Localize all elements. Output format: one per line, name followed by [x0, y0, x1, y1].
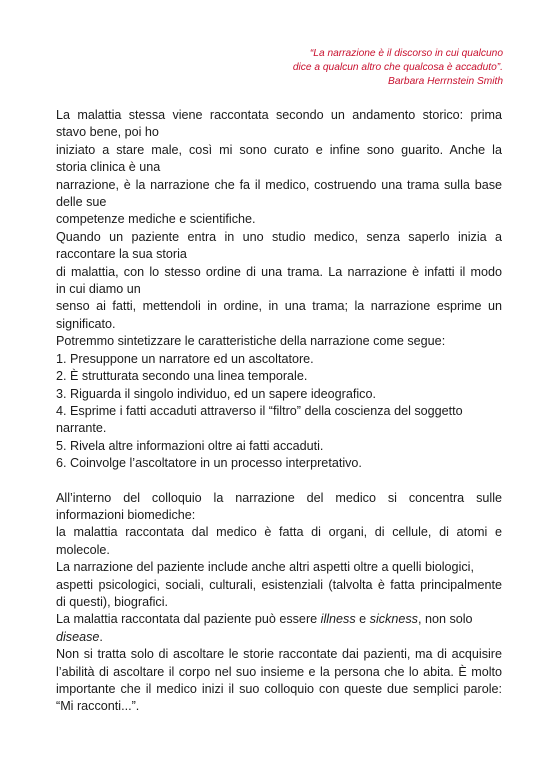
list-item: 3. Riguarda il singolo individuo, ed un sapere ideografico.: [56, 386, 376, 401]
text-run: , non solo: [417, 612, 473, 627]
paragraph-biomedical: [56, 490, 502, 560]
text-line: significato.: [56, 316, 116, 331]
list-item: narrante.: [56, 421, 107, 436]
text-line: in cui diamo un: [56, 282, 141, 297]
list-item: 1. Presuppone un narratore ed un ascoltatore.: [56, 351, 314, 366]
text-line: competenze mediche e scientifiche.: [56, 212, 256, 227]
text-run: e: [355, 612, 370, 627]
text-line: [56, 629, 502, 646]
text-line: raccontare la sua storia: [56, 247, 187, 262]
text-line: importante che il medico inizi il suo colloquio con queste due semplici parole:: [56, 682, 502, 696]
epigraph-author: Barbara Herrnstein Smith: [388, 76, 503, 87]
epigraph-line: “La narrazione è il discorso in cui qualcuno: [309, 48, 503, 59]
emphasized-term: disease: [56, 629, 100, 644]
text-line: Quando un paziente entra in uno studio medico, senza saperlo inizia a: [56, 229, 502, 244]
text-line: Non si tratta solo di ascoltare le storie raccontate dai pazienti, ma di acquisire: [56, 647, 502, 662]
text-line: La malattia stessa viene raccontata secondo un andamento storico: prima: [56, 108, 502, 122]
text-line: narrazione, è la narrazione che fa il medico, costruendo una trama sulla base: [56, 177, 502, 192]
text-line: storia clinica è una: [56, 160, 161, 175]
list-intro: Potremmo sintetizzare le caratteristiche della narrazione come segue:: [56, 334, 446, 349]
text-line: l’abilità di ascoltare il corpo nel suo insieme e la persona che lo abita. È molto: [56, 664, 502, 679]
emphasized-term: sickness: [369, 612, 418, 627]
text-line: stavo bene, poi ho: [56, 125, 159, 140]
features-list: [56, 333, 502, 472]
document-body: [56, 107, 502, 716]
text-line: [56, 611, 502, 628]
text-line: di malattia, con lo stesso ordine di una trama. La narrazione è infatti il modo: [56, 264, 502, 279]
list-item: 4. Esprime i fatti accaduti attraverso il “filtro” della coscienza del soggetto: [56, 403, 463, 418]
text-line: delle sue: [56, 195, 107, 210]
text-line: All’interno del colloquio la narrazione del medico si concentra sulle: [56, 490, 502, 505]
list-item: 5. Rivela altre informazioni oltre ai fatti accaduti.: [56, 438, 324, 453]
text-line: molecole.: [56, 542, 110, 557]
emphasized-term: illness: [320, 612, 356, 627]
text-run: .: [99, 629, 103, 644]
list-item: 2. È strutturata secondo una linea temporale.: [56, 369, 308, 384]
text-line: iniziato a stare male, così mi sono curato e infine sono guarito. Anche la: [56, 142, 502, 157]
paragraph-other-aspects: [56, 559, 502, 611]
text-line: la malattia raccontata dal medico è fatta di organi, di cellule, di atomi e: [56, 525, 502, 540]
paragraph-listening: [56, 646, 502, 716]
text-line: aspetti psicologici, sociali, culturali, esistenziali (talvolta è fatta principalmente: [56, 577, 502, 592]
text-line: senso ai fatti, mettendoli in ordine, in una trama; la narrazione esprime un: [56, 299, 502, 314]
text-line: informazioni biomediche:: [56, 507, 196, 522]
list-item: 6. Coinvolge l’ascoltatore in un processo interpretativo.: [56, 456, 362, 471]
paragraph-illness: [56, 611, 502, 646]
epigraph-line: dice a qualcun altro che qualcosa è accaduto”.: [292, 62, 503, 73]
epigraph-quote: [293, 47, 503, 89]
text-line: La narrazione del paziente include anche altri aspetti oltre a quelli biologici,: [56, 560, 474, 575]
paragraph-history: [56, 107, 502, 229]
text-line: di questi), biografici.: [56, 594, 168, 609]
text-run: La malattia raccontata dal paziente può essere: [56, 612, 321, 627]
text-line: “Mi racconti...”.: [56, 699, 140, 714]
paragraph-patient: [56, 229, 502, 333]
paragraph-gap: [56, 473, 502, 490]
